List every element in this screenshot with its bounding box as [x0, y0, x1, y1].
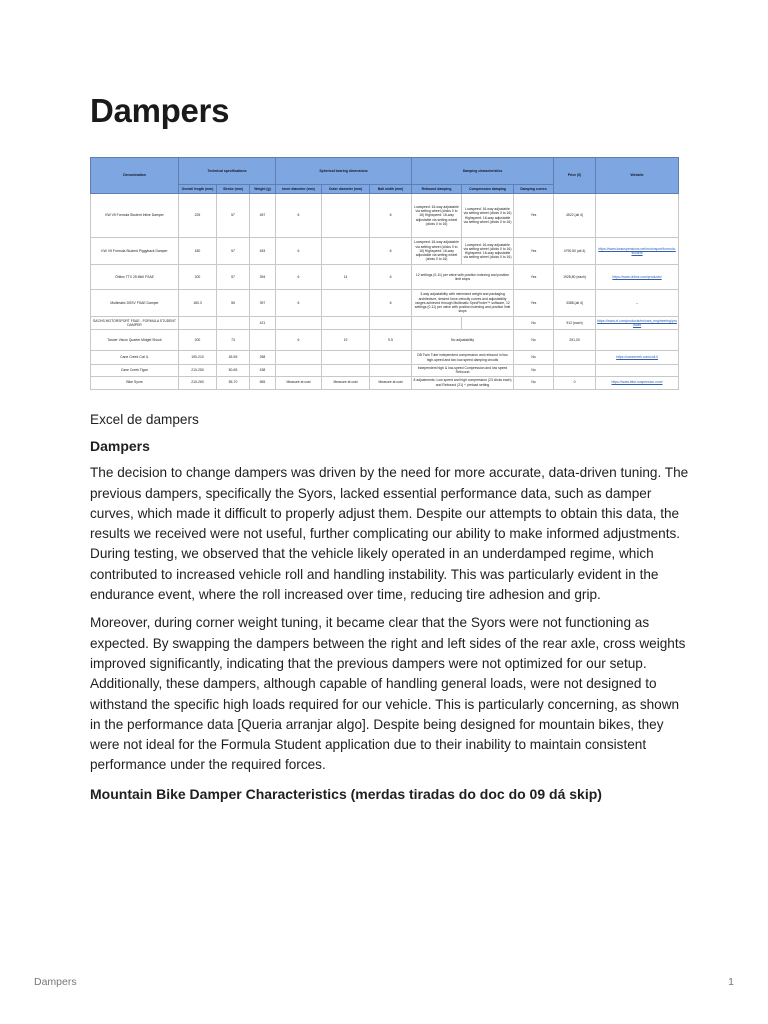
table-cell: [370, 317, 412, 330]
table-cell: 14: [322, 265, 370, 290]
table-cell: [179, 317, 217, 330]
table-cell: 3388 (all 4): [554, 290, 596, 317]
table-cell: 57: [217, 194, 250, 238]
table-cell: [370, 365, 412, 377]
table-cell: 190-210: [179, 351, 217, 365]
table-cell: 210-260: [179, 376, 217, 389]
table-cell[interactable]: https://canecreek.com/coil-il: [596, 351, 679, 365]
dampers-table-image: [90, 157, 678, 390]
table-cell: 73: [217, 330, 250, 351]
table-cell: Measure at cost: [370, 376, 412, 389]
table-cell: No adjustability: [412, 330, 514, 351]
table-cell: Lowspeed: 16-way adjustable via setting wheel (clicks 0 to 16) Highspeed: 16-way adjustable via setting wheel (clicks 0 to 16): [462, 194, 514, 238]
footer-title: Dampers: [34, 976, 77, 988]
table-cell[interactable]: https://www.ohlins.com/products/: [596, 265, 679, 290]
table-cell: 912 (each): [554, 317, 596, 330]
table-cell: 421: [250, 317, 276, 330]
table-cell: Lowspeed: 16-way adjustable via setting wheel (clicks 0 to 16) Highspeed: 16-way adjustable via setting wheel (clicks 0 to 16): [412, 238, 462, 265]
table-cell: 6: [276, 238, 322, 265]
table-cell: No: [514, 317, 554, 330]
table-cell: 200: [179, 330, 217, 351]
table-cell: [276, 317, 322, 330]
table-row: [91, 330, 679, 351]
table-cell: [276, 351, 322, 365]
table-cell: No: [514, 330, 554, 351]
table-cell: 210-250: [179, 365, 217, 377]
table-cell: –: [596, 290, 679, 317]
col-stroke: Stroke (mm): [217, 185, 250, 194]
table-cell: Öhlins TTX 25 MkII FSAE: [91, 265, 179, 290]
dampers-comparison-table: [90, 157, 679, 390]
table-cell: Cane Creek Coil IL: [91, 351, 179, 365]
table-cell: SACHS MOTORSPORT FSAE - FORMULA STUDENT DAMPER: [91, 317, 179, 330]
table-cell: 6: [370, 238, 412, 265]
table-cell: [322, 365, 370, 377]
table-cell: 251,00: [554, 330, 596, 351]
document-body: [90, 410, 690, 811]
footer-page-number: 1: [728, 976, 734, 988]
table-row: [91, 365, 679, 377]
table-cell: [322, 351, 370, 365]
table-cell: 457: [250, 194, 276, 238]
table-cell: KW V5 Formula Student Inline Damper: [91, 194, 179, 238]
table-cell: 4790,50 (all 4): [554, 238, 596, 265]
table-cell: Yes: [514, 265, 554, 290]
table-row: [91, 290, 679, 317]
table-cell: 55-70: [217, 376, 250, 389]
table-cell: Multimatic DSSV FSAE Damper: [91, 290, 179, 317]
table-cell: Yes: [514, 194, 554, 238]
table-cell: [217, 317, 250, 330]
col-overall-length: Overall length (mm): [179, 185, 217, 194]
col-outer-diameter: Outer diameter (mm): [322, 185, 370, 194]
table-cell: [596, 194, 679, 238]
table-cell: 6: [276, 330, 322, 351]
table-cell: [276, 365, 322, 377]
table-cell[interactable]: https://www.zf.com/products/en/cars_engineering/products: [596, 317, 679, 330]
table-cell: Bike Syors: [91, 376, 179, 389]
header-bearing-dimensions: Spherical bearing dimensions: [276, 158, 412, 185]
table-cell: [322, 194, 370, 238]
table-cell: DB Twin Tube independent compression and rebound in two high-speed and two low-speed damping circuits: [412, 351, 514, 365]
col-compression-damping: Compression damping: [462, 185, 514, 194]
header-website: Website: [596, 158, 679, 194]
table-row: [91, 238, 679, 265]
header-damping-characteristics: Damping characteristics: [412, 158, 554, 185]
table-cell: 6: [276, 290, 322, 317]
table-cell: [322, 317, 370, 330]
table-cell: 19: [322, 330, 370, 351]
table-cell: [370, 351, 412, 365]
table-row: [91, 265, 679, 290]
table-cell: 225: [179, 194, 217, 238]
table-cell: [596, 330, 679, 351]
table-cell: 453: [250, 238, 276, 265]
paragraph-decision: The decision to change dampers was driven by the need for more accurate, data-driven tuning. The previous dampers, specifically the Syors, lacked essential performance data, such as damper curves, which made it difficult to properly adjust them. Despite our attempts to obtain this data, the results we received were not useful, further complicating our ability to make informed adjustments. During testing, we observed that the vehicle likely operated in an underdamped regime, which contributed to increased vehicle roll and handling instability. This was particularly evident in the endurance event, where the roll increased over time, reducing tire adhesion and grip.: [90, 465, 689, 603]
table-cell: 6: [276, 265, 322, 290]
page-title: Dampers: [90, 92, 230, 129]
table-cell: [322, 290, 370, 317]
table-cell: 200: [179, 265, 217, 290]
table-cell: [554, 351, 596, 365]
table-cell: 4522 (all 4): [554, 194, 596, 238]
table-cell: Independent high & low-speed Compression and low speed Rebound: [412, 365, 514, 377]
table-cell: Yes: [514, 290, 554, 317]
table-cell: 565: [250, 376, 276, 389]
table-cell[interactable]: https://www.bike-suspension.com/: [596, 376, 679, 389]
table-cell: 3-way adjustability with minimized weight and packaging architecture, desired force-velocity curves and adjustability ranges achieved through Multimatic SpecFinder™ software, 12 settings (0-11) per valve with position indexing and position limit stops: [412, 290, 514, 317]
table-body: [91, 194, 679, 390]
table-cell: 397: [250, 290, 276, 317]
table-cell: 45-55: [217, 351, 250, 365]
table-cell: 9.5: [370, 330, 412, 351]
table-cell: [462, 317, 514, 330]
table-cell: 438: [250, 365, 276, 377]
table-cell: 394: [250, 265, 276, 290]
table-row: [91, 351, 679, 365]
section-heading-dampers: Dampers: [90, 438, 150, 455]
col-inner-diameter: Inner diameter (mm): [276, 185, 322, 194]
table-cell: 0: [554, 376, 596, 389]
table-cell: [322, 238, 370, 265]
table-cell: [596, 365, 679, 377]
table-cell: Cane Creek Tigon: [91, 365, 179, 377]
col-weight: Weight (g): [250, 185, 276, 194]
table-cell: Measure at cost: [322, 376, 370, 389]
table-row: [91, 317, 679, 330]
table-cell: 55: [217, 290, 250, 317]
table-cell: Lowspeed: 16-way adjustable via setting wheel (clicks 0 to 16) Highspeed: 16-way adjustable via setting wheel (clicks 0 to 16): [462, 238, 514, 265]
table-cell: KW V5 Formula Student Piggyback Damper: [91, 238, 179, 265]
table-cell: Measure at cost: [276, 376, 322, 389]
table-row: [91, 376, 679, 389]
table-cell: Lowspeed: 16-way adjustable via setting wheel (clicks 0 to 16) Highspeed: 16-way adjustable via setting wheel (clicks 0 to 16): [412, 194, 462, 238]
table-cell: No: [514, 365, 554, 377]
col-damping-curves: Damping curves: [514, 185, 554, 194]
table-cell: 8 adjustments: Low speed and high compression (23 clicks each) and Rebound (21) + preload setting: [412, 376, 514, 389]
table-cell: 50-65: [217, 365, 250, 377]
table-cell: 6: [370, 265, 412, 290]
table-cell: No: [514, 376, 554, 389]
table-cell: 6: [276, 194, 322, 238]
table-cell: 1928,80 (each): [554, 265, 596, 290]
table-row: [91, 194, 679, 238]
excel-link[interactable]: Excel de dampers: [90, 412, 199, 427]
col-rebound-damping: Rebound damping: [412, 185, 462, 194]
header-price: Price (€): [554, 158, 596, 194]
table-cell: 180.3: [179, 290, 217, 317]
table-cell: [250, 330, 276, 351]
table-cell: 6: [370, 290, 412, 317]
table-cell: 12 settings (0-11) per valve with position indexing and position limit stops: [412, 265, 514, 290]
table-cell: [412, 317, 462, 330]
header-denomination: Denomination: [91, 158, 179, 194]
table-cell: Tanner Vision Quarter Midget Shock: [91, 330, 179, 351]
paragraph-corner-weight: Moreover, during corner weight tuning, it became clear that the Syors were not functioning as expected. By swapping the dampers between the right and left sides of the rear axle, cross weights improved significantly, indicating that the previous dampers were not optimized for our setup. Additionally, these dampers, although capable of handling general loads, were not designed to withstand the specific high loads required for our vehicle. This is particularly concerning, as shown in the performance data [Queria arranjar algo]. Despite being designed for mountain bikes, they were not ideal for the Formula Student application due to their inability to maintain consistent performance under the required forces.: [90, 615, 686, 773]
table-cell: 57: [217, 265, 250, 290]
table-cell: 57: [217, 238, 250, 265]
col-ball-width: Ball width (mm): [370, 185, 412, 194]
table-cell: [554, 365, 596, 377]
table-cell: Yes: [514, 238, 554, 265]
table-cell: 180: [179, 238, 217, 265]
table-cell[interactable]: https://www.kwsuspensions.net/motorsport/formula-student: [596, 238, 679, 265]
section-heading-mtb: Mountain Bike Damper Characteristics (merdas tiradas do doc do 09 dá skip): [90, 785, 602, 802]
table-cell: 258: [250, 351, 276, 365]
table-cell: 6: [370, 194, 412, 238]
table-cell: No: [514, 351, 554, 365]
header-technical-specs: Technical specifications: [179, 158, 276, 185]
